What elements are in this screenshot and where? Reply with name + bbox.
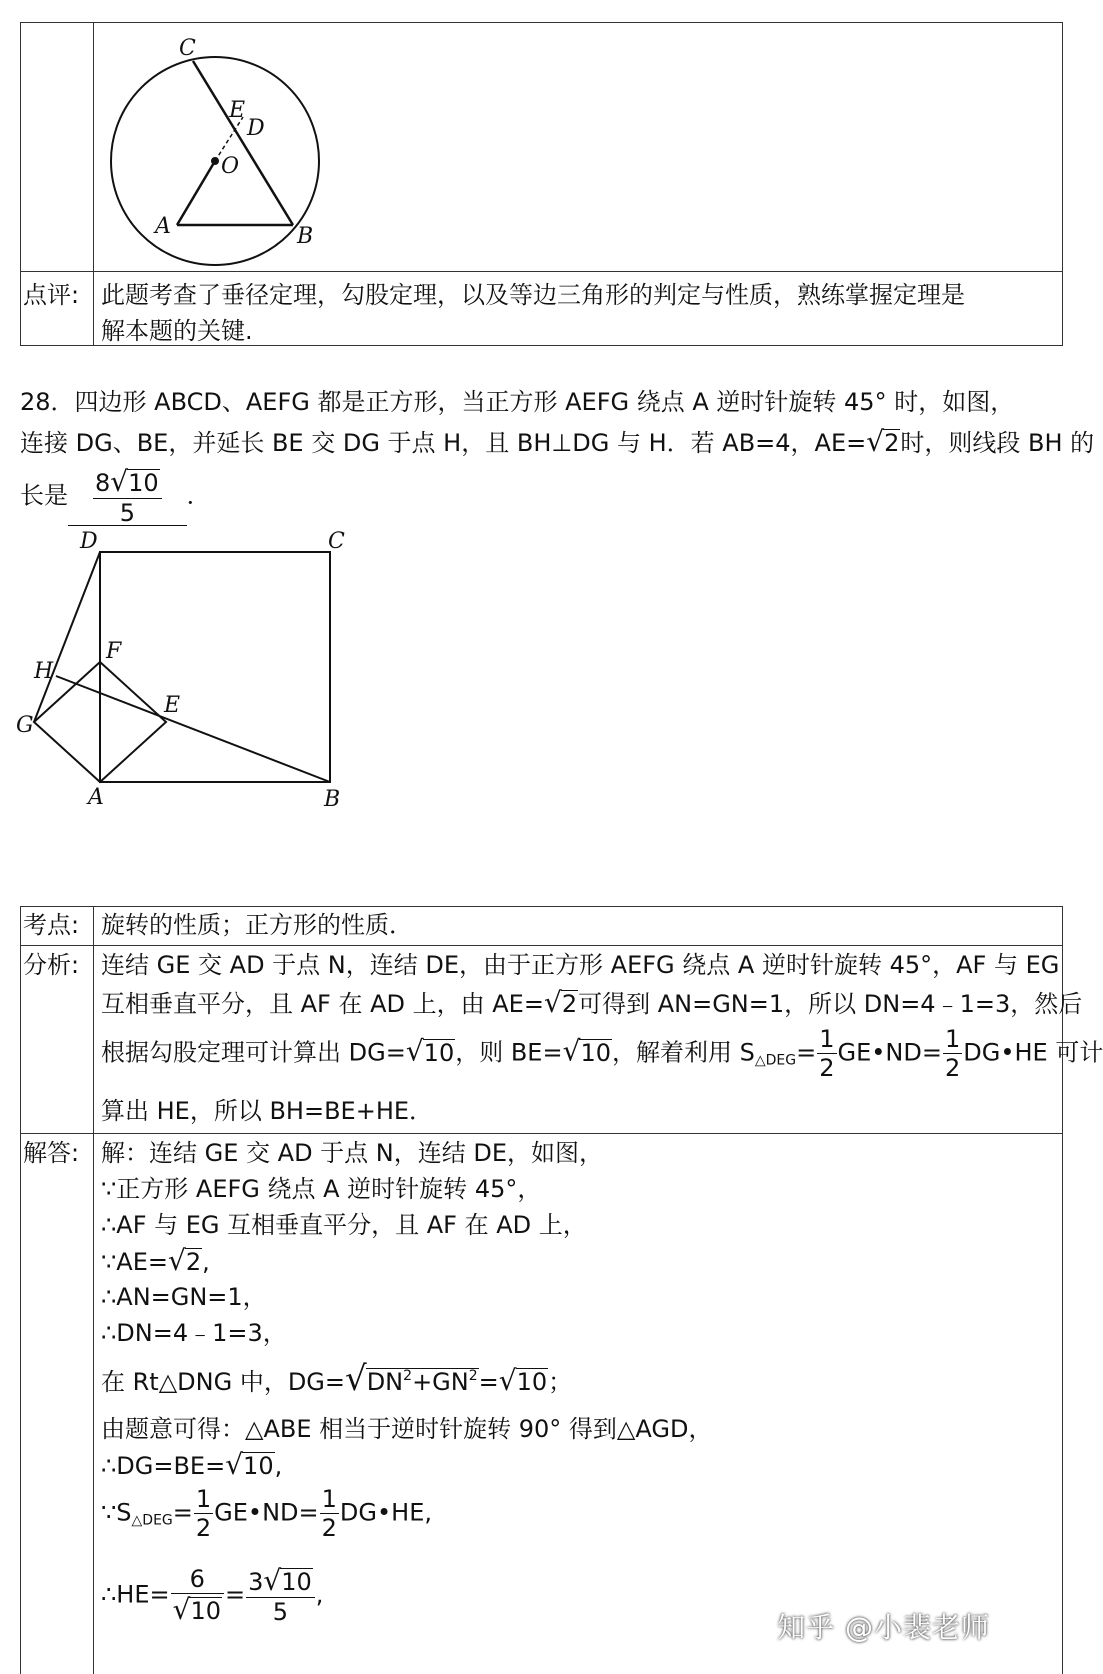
label-A: A	[155, 214, 171, 239]
kaodian-text: 旋转的性质；正方形的性质．	[101, 911, 413, 939]
fenxi-line-2-b: 可得到 AN=GN=1，所以 DN=4﹣1=3，然后	[578, 990, 1083, 1018]
label-C: C	[179, 36, 196, 61]
fenxi-line-3	[101, 1025, 1103, 1085]
fenxi-line-4: 算出 HE，所以 BH=BE+HE．	[101, 1097, 434, 1125]
label-F: F	[106, 639, 122, 664]
fenxi-line-1: 连结 GE 交 AD 于点 N，连结 DE，由于正方形 AEFG 绕点 A 逆时针旋转 45°，AF 与 EG	[101, 951, 1060, 979]
jieda-rt-radicand: $DN^2+GN^2$	[366, 1368, 478, 1396]
divider-kaodian	[21, 945, 1062, 946]
sqrt-symbol: √	[225, 1448, 244, 1481]
jieda-line-1: 解：连结 GE 交 AD 于点 N，连结 DE，如图，	[101, 1139, 604, 1167]
problem-line-2	[20, 424, 1094, 461]
circle-figure	[83, 31, 343, 271]
sqrt-symbol: √	[167, 1244, 186, 1277]
jieda-s-c: GE•ND=	[214, 1498, 319, 1527]
divider-fenxi	[21, 1133, 1062, 1134]
analysis-table	[20, 906, 1103, 1674]
problem-line-2-b: 时，则线段 BH 的	[900, 429, 1095, 457]
top-table	[20, 22, 1063, 346]
sqrt-symbol: √	[498, 1364, 517, 1397]
label-B: B	[297, 224, 314, 249]
jieda-s-d: DG•HE,	[339, 1498, 432, 1527]
jieda-rt-a: 在 Rt△DNG 中，DG=	[101, 1368, 346, 1396]
jieda-s-sub: △DEG	[131, 1512, 173, 1529]
half-fraction-4: $\frac{1}{2}$	[321, 1485, 337, 1542]
fenxi-line-3-f: DG•HE 可计	[963, 1038, 1103, 1067]
jieda-line-3: ∴AF 与 EG 互相垂直平分，且 AF 在 AD 上，	[101, 1211, 587, 1239]
answer-fraction	[93, 465, 162, 528]
jieda-rt-radicand-2: 10	[516, 1368, 548, 1396]
label-E: E	[229, 98, 246, 123]
fenxi-line-2-radicand: 2	[561, 990, 578, 1018]
jieda-line-an: ∴AN=GN=1，	[101, 1283, 267, 1311]
fenxi-line-3-a: 根据勾股定理可计算出 DG=	[101, 1038, 406, 1067]
jieda-line-rot: 由题意可得：△ABE 相当于逆时针旋转 90° 得到△AGD，	[101, 1415, 713, 1443]
problem-line-1: 28．四边形 ABCD、AEFG 都是正方形，当正方形 AEFG 绕点 A 逆时针旋转 45° 时，如图，	[20, 388, 1015, 416]
label-C: C	[328, 529, 345, 554]
he-fraction-1: $\frac{6}{√10}$	[171, 1567, 224, 1624]
top-table-divider	[21, 271, 1062, 272]
label-B: B	[324, 787, 341, 812]
fenxi-line-3-c: ，解着利用 S	[611, 1038, 755, 1067]
jieda-rt-end: ；	[548, 1368, 573, 1396]
fenxi-line-3-e: GE•ND=	[837, 1038, 942, 1067]
jieda-he-end: ,	[315, 1580, 324, 1609]
problem-line-2-radicand: 2	[884, 429, 900, 457]
kaodian-label: 考点:	[23, 911, 80, 939]
he-fraction-2: $\frac{3√10}{5}$	[246, 1567, 315, 1624]
jieda-s-a: ∵S	[101, 1498, 132, 1527]
answer-num-radicand: 10	[128, 469, 159, 497]
fenxi-line-2	[101, 985, 1083, 1022]
jieda-dgbe-b: ,	[274, 1452, 283, 1480]
jieda-he-a: ∴HE=	[101, 1580, 170, 1609]
problem-line-3-a: 长是	[20, 481, 68, 510]
sqrt-symbol: √	[263, 1564, 282, 1597]
label-G: G	[16, 713, 34, 738]
answer-blank	[68, 465, 187, 528]
fenxi-label: 分析:	[23, 951, 80, 979]
jieda-he-eq: =	[224, 1580, 246, 1609]
label-D: D	[247, 116, 265, 141]
comment-line-1: 此题考查了垂径定理，勾股定理，以及等边三角形的判定与性质，熟练掌握定理是	[101, 281, 965, 309]
sqrt-symbol: √	[172, 1593, 191, 1626]
analysis-table-left-cell	[21, 907, 94, 1674]
fenxi-line-2-a: 互相垂直平分，且 AF 在 AD 上，由 AE=	[101, 990, 544, 1018]
half-fraction-3: $\frac{1}{2}$	[195, 1485, 212, 1542]
fenxi-line-3-radicand-1: 10	[423, 1038, 455, 1067]
half-fraction-1: $\frac{1}{2}$	[819, 1025, 835, 1082]
half-fraction-2: $\frac{1}{2}$	[944, 1025, 961, 1082]
sqrt-symbol: √	[866, 425, 885, 458]
fenxi-line-3-sub: △DEG	[754, 1052, 797, 1069]
answer-den: 5	[119, 499, 135, 528]
problem-line-2-a: 连接 DG、BE，并延长 BE 交 DG 于点 H，且 BH⊥DG 与 H．若 AB=4，AE=	[20, 429, 867, 457]
jieda-line-2: ∵正方形 AEFG 绕点 A 逆时针旋转 45°，	[101, 1175, 542, 1203]
jieda-line-s	[101, 1487, 1058, 1545]
jieda-dgbe-a: ∴DG=BE=	[101, 1452, 226, 1480]
jieda-line-rt	[101, 1357, 1058, 1404]
watermark: 知乎 @小裴老师	[777, 1611, 990, 1644]
square-figure	[14, 526, 354, 816]
problem-line-3-b: ．	[186, 481, 211, 510]
comment-label: 点评:	[23, 281, 80, 309]
label-H: H	[34, 659, 54, 684]
jieda-dgbe-radicand: 10	[243, 1452, 274, 1480]
sqrt-symbol: √	[345, 1359, 367, 1399]
fenxi-line-3-d: =	[796, 1038, 817, 1067]
label-A: A	[88, 785, 104, 810]
jieda-ae-radicand: 2	[185, 1248, 202, 1276]
jieda-line-dgbe	[101, 1447, 1058, 1484]
sqrt-symbol: √	[562, 1034, 581, 1068]
jieda-label: 解答:	[23, 1139, 80, 1167]
sqrt-symbol: √	[110, 465, 129, 498]
comment-line-2: 解本题的关键.	[101, 317, 253, 345]
jieda-s-b: =	[172, 1498, 193, 1527]
jieda-ae-a: ∵AE=	[101, 1248, 168, 1276]
label-O: O	[221, 154, 240, 179]
label-E: E	[164, 693, 181, 718]
jieda-ae-b: ,	[202, 1248, 210, 1276]
jieda-line-dn: ∴DN=4﹣1=3，	[101, 1319, 287, 1347]
jieda-rt-eq: =	[478, 1368, 499, 1396]
problem-line-3	[20, 465, 211, 528]
fenxi-line-3-radicand-2: 10	[580, 1038, 611, 1067]
label-D: D	[80, 529, 98, 554]
answer-num-coef: 8	[95, 469, 111, 497]
fenxi-line-3-b: ，则 BE=	[455, 1038, 563, 1067]
jieda-line-ae	[101, 1243, 1058, 1280]
sqrt-symbol: √	[543, 986, 562, 1019]
sqrt-symbol: √	[405, 1034, 424, 1068]
